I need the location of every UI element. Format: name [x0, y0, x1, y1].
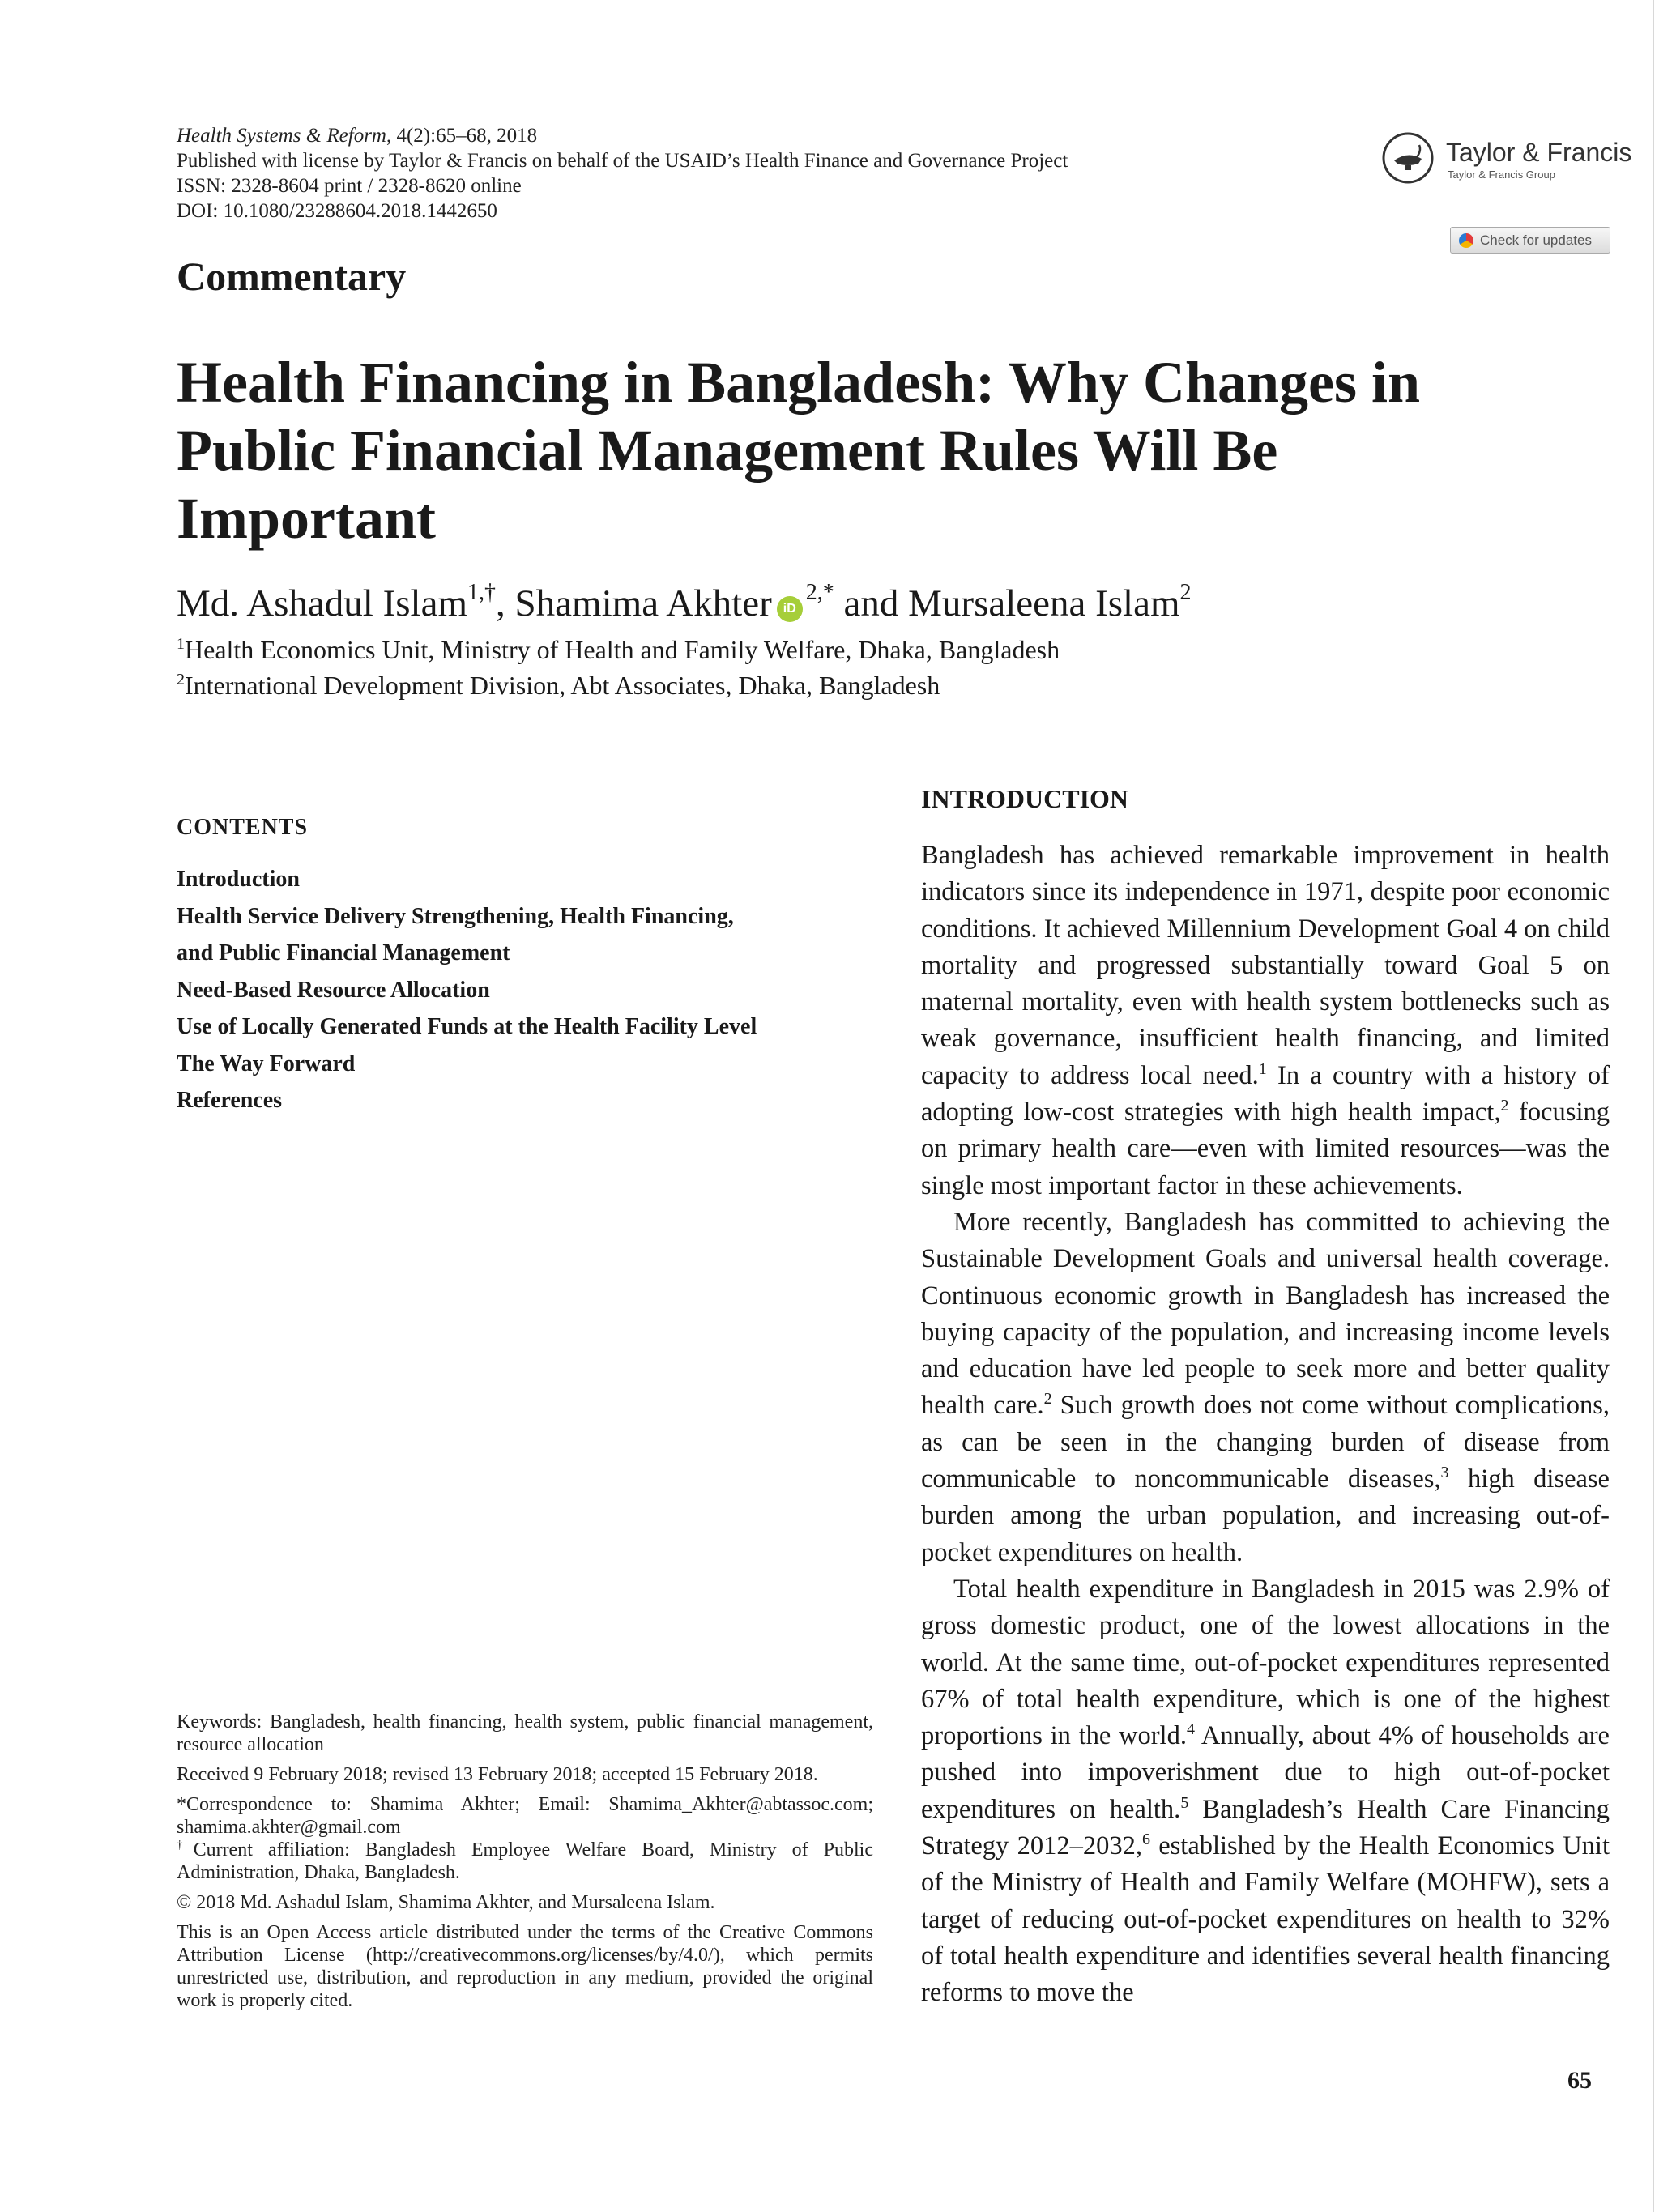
page-number: 65: [1567, 2067, 1592, 2094]
affiliations: [177, 632, 1060, 703]
paragraph-text: More recently, Bangladesh has committed to achieving the Sustainable Development Goals and universal health coverage. Continuous economic growth in Bangladesh has increased the buying capacity of the population, and increasing income levels and education have led people to seek more and better quality health care.: [921, 1207, 1610, 1421]
contents-heading: CONTENTS: [177, 815, 309, 840]
reference-link[interactable]: 6: [1141, 1831, 1150, 1849]
publisher-name: Taylor & Francis: [1446, 138, 1632, 167]
journal-citation: [177, 123, 1068, 148]
author-name[interactable]: Md. Ashadul Islam: [177, 582, 468, 624]
doi-line[interactable]: DOI: 10.1080/23288604.2018.1442650: [177, 200, 497, 222]
journal-header: [177, 123, 1068, 224]
reference-link[interactable]: 5: [1180, 1793, 1189, 1812]
contents-list: [177, 861, 757, 1119]
publisher-group: Taylor & Francis Group: [1448, 168, 1555, 181]
contents-item[interactable]: Introduction: [177, 867, 300, 892]
check-updates-icon: [1459, 233, 1473, 248]
article-title: Health Financing in Bangladesh: Why Changes in Public Financial Management Rules Will Be Important: [177, 350, 1421, 551]
author-affil-marker: 2: [1179, 580, 1192, 605]
paragraph-text: high disease burden among the urban population, and increasing out-of-pocket expenditures on health.: [921, 1464, 1610, 1567]
issn-line: ISSN: 2328-8604 print / 2328-8620 online: [177, 175, 522, 197]
article-footnotes: [177, 1711, 873, 2019]
received-dates: Received 9 February 2018; revised 13 February 2018; accepted 15 February 2018.: [177, 1764, 818, 1785]
contents-item[interactable]: The Way Forward: [177, 1051, 356, 1076]
section-heading-introduction: INTRODUCTION: [921, 784, 1129, 813]
open-access-license: This is an Open Access article distributed under the terms of the Creative Commons Attribution License (http://creativecommons.org/licenses/by/4.0/), which permits unrestricted use, distribution, and reproduction in any medium, provided the original work is properly cited.: [177, 1922, 873, 2011]
correspondence: *Correspondence to: Shamima Akhter; Email: Shamima_Akhter@abtassoc.com; shamima.akhter@gmail.com: [177, 1794, 873, 1838]
paragraph-text: Annually, about 4% of households are pushed into impoverishment due to high out-of-pocket expenditures on health.: [921, 1721, 1610, 1824]
author-name[interactable]: Mursaleena Islam: [908, 582, 1180, 624]
keywords: Keywords: Bangladesh, health financing, health system, public financial management, resource allocation: [177, 1711, 873, 1755]
citation-volume: , 4(2):65–68, 2018: [386, 125, 538, 147]
paragraph-text: focusing on primary health care—even with limited resources—was the single most important factor in these achievements.: [921, 1097, 1610, 1200]
introduction-body: [921, 837, 1610, 2012]
lamp-icon: [1381, 131, 1435, 185]
author-affil-marker: 1,†: [467, 580, 497, 605]
author-affil-marker: 2,*: [805, 580, 834, 605]
contents-item[interactable]: and Public Financial Management: [177, 940, 510, 965]
affiliation-text: International Development Division, Abt Associates, Dhaka, Bangladesh: [185, 671, 940, 700]
reference-link[interactable]: 2: [1043, 1390, 1052, 1409]
check-for-updates-button[interactable]: [1450, 227, 1610, 254]
paragraph-text: Bangladesh’s Health Care Financing Strategy 2012–2032,: [921, 1794, 1610, 1861]
affiliation-number: 1: [177, 635, 185, 653]
license-line: Published with license by Taylor & Francis on behalf of the USAID’s Health Finance and Governance Project: [177, 150, 1068, 172]
paragraph-text: Total health expenditure in Bangladesh in 2015 was 2.9% of gross domestic product, one of the lowest allocations in the world. At the same time, out-of-pocket expenditures represented 67% of total health expenditure, which is one of the highest proportions in the world.: [921, 1574, 1610, 1751]
paragraph-text: In a country with a history of adopting low-cost strategies with high health impact,: [921, 1060, 1610, 1127]
paragraph-text: Such growth does not come without complications, as can be seen in the changing burden of disease from communicable to noncommunicable diseases,: [921, 1391, 1610, 1494]
dagger-marker: †: [177, 1839, 194, 1852]
author-and: and: [834, 582, 909, 624]
check-updates-label: Check for updates: [1480, 232, 1592, 248]
contents-item[interactable]: References: [177, 1088, 283, 1113]
current-affiliation: [177, 1839, 873, 1884]
page-edge-divider: [1653, 0, 1654, 2212]
contents-item[interactable]: Need-Based Resource Allocation: [177, 977, 490, 1003]
contents-item[interactable]: Use of Locally Generated Funds at the Health Facility Level: [177, 1014, 757, 1039]
contents-item[interactable]: Health Service Delivery Strengthening, Health Financing,: [177, 903, 734, 929]
paragraph-text: established by the Health Economics Unit of the Ministry of Health and Family Welfare (MOHFW), sets a target of reducing out-of-pocket expenditures on health to 32% of total health expenditure and identifies several health financing reforms to move the: [921, 1831, 1610, 2008]
affiliation-text: Health Economics Unit, Ministry of Health and Family Welfare, Dhaka, Bangladesh: [185, 635, 1060, 664]
paragraph: [921, 837, 1610, 1204]
paragraph: [921, 1204, 1610, 1571]
affiliation-item: [177, 632, 1060, 667]
section-type: Commentary: [177, 254, 407, 299]
paragraph-text: Bangladesh has achieved remarkable improvement in health indicators since its independence in 1971, despite poor economic conditions. It achieved Millennium Development Goal 4 on child mortality and progressed substantially toward Goal 5 on maternal mortality, even with health system bottlenecks such as weak governance, insufficient health financing, and limited capacity to address local need.: [921, 841, 1610, 1090]
reference-link[interactable]: 4: [1186, 1720, 1195, 1739]
affiliation-item: [177, 667, 1060, 703]
copyright: © 2018 Md. Ashadul Islam, Shamima Akhter, and Mursaleena Islam.: [177, 1892, 715, 1913]
author-list: [177, 582, 1192, 625]
reference-link[interactable]: 2: [1500, 1097, 1509, 1115]
reference-link[interactable]: 3: [1440, 1464, 1449, 1482]
author-name[interactable]: Shamima Akhter: [514, 582, 772, 624]
paragraph: [921, 1571, 1610, 2012]
publisher-logo[interactable]: [1381, 130, 1632, 186]
current-affiliation-text: Current affiliation: Bangladesh Employee Welfare Board, Ministry of Public Administration, Dhaka, Bangladesh.: [177, 1839, 874, 1883]
orcid-icon[interactable]: iD: [777, 596, 803, 622]
journal-name: Health Systems & Reform: [177, 125, 386, 147]
reference-link[interactable]: 1: [1258, 1059, 1267, 1078]
author-separator: ,: [496, 582, 515, 624]
affiliation-number: 2: [177, 671, 185, 688]
